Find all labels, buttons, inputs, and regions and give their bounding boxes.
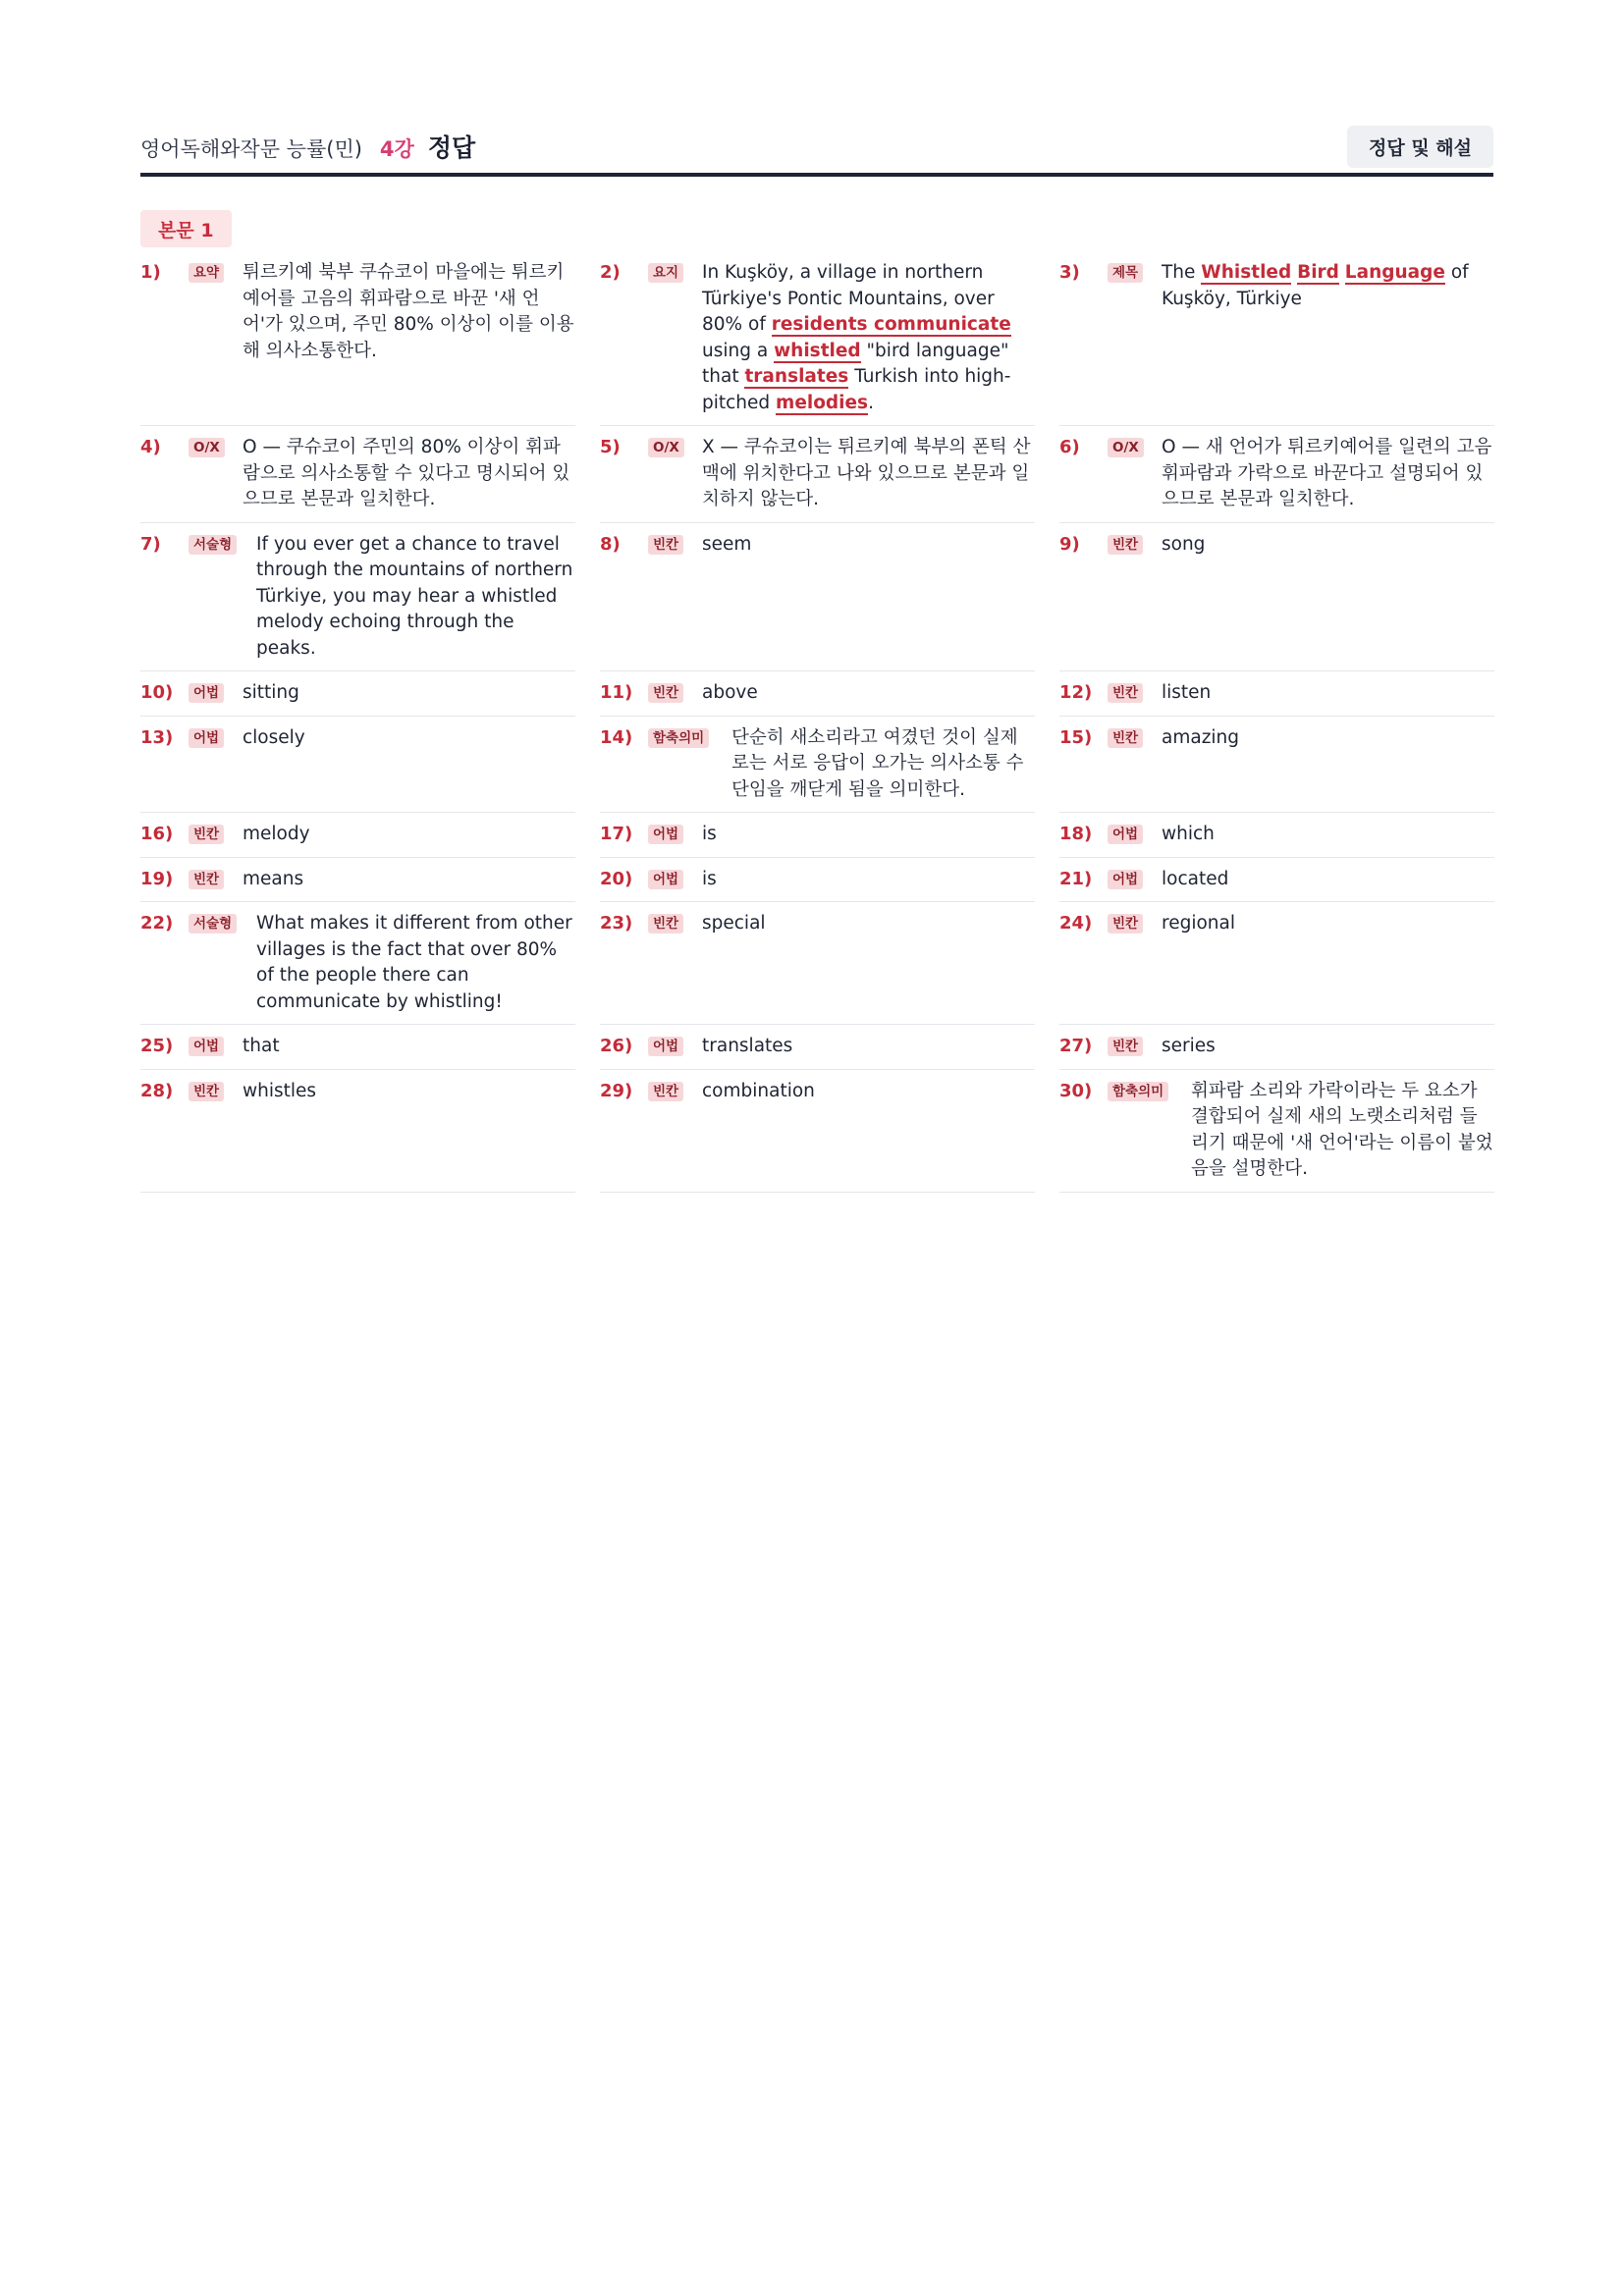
question-type-tag: 빈칸 [648, 914, 683, 934]
question-type-tag: 함축의미 [648, 728, 709, 748]
answer-number: 22) [140, 913, 174, 934]
question-type-tag: 빈칸 [189, 825, 224, 844]
answer-item [600, 671, 1035, 717]
answer-text-segment: If you ever get a chance to travel through the mountains of northern Türkiye, you may hear a whistled melody echoing through the peaks. [256, 533, 573, 659]
question-type-tag: 어법 [189, 728, 224, 748]
answer-number: 12) [1059, 682, 1093, 703]
answer-number: 7) [140, 533, 161, 555]
answer-text-segment: song [1162, 533, 1206, 555]
question-type-tag: 서술형 [189, 914, 237, 934]
answer-text-segment: 단순히 새소리라고 여겼던 것이 실제로는 서로 응답이 오가는 의사소통 수단임을 깨닫게 됨을 의미한다. [731, 726, 1024, 800]
question-type-tag: 빈칸 [1108, 535, 1143, 555]
key-word-underlined: whistled [774, 340, 861, 361]
answer-item [1059, 671, 1494, 717]
answer-number: 3) [1059, 262, 1080, 283]
answer-item [140, 1070, 575, 1193]
question-type-tag: 빈칸 [1108, 683, 1143, 703]
question-type-tag: 어법 [1108, 870, 1143, 889]
answer-number: 15) [1059, 726, 1093, 748]
question-type-tag: O/X [648, 438, 684, 457]
question-type-tag: 요지 [648, 263, 683, 283]
answer-item [600, 523, 1035, 672]
answer-number: 14) [600, 726, 633, 748]
answer-item [140, 813, 575, 858]
answer-text-segment: amazing [1162, 726, 1240, 748]
question-type-tag: 빈칸 [1108, 914, 1143, 934]
answer-item [1059, 717, 1494, 814]
answer-item [140, 902, 575, 1025]
question-type-tag: 어법 [648, 1037, 683, 1056]
question-type-tag: 빈칸 [189, 870, 224, 889]
question-type-tag: 어법 [648, 870, 683, 889]
answer-text-segment: "bird language" that [702, 340, 1009, 387]
answer-text-segment: melody [243, 824, 310, 844]
question-type-tag: 빈칸 [1108, 1037, 1143, 1056]
answer-number: 19) [140, 868, 174, 889]
answer-text-segment: The [1162, 262, 1202, 283]
answer-text-segment: whistles [243, 1080, 317, 1101]
answer-number: 1) [140, 262, 161, 283]
question-type-tag: 어법 [189, 1037, 224, 1056]
answer-text-segment: is [702, 868, 717, 889]
question-type-tag: 제목 [1108, 263, 1143, 283]
answer-text [600, 260, 1035, 416]
section-label: 본문 1 [140, 210, 232, 247]
answer-text-segment: that [243, 1036, 280, 1056]
answer-number: 9) [1059, 533, 1080, 555]
key-word-underlined: translates [744, 366, 849, 387]
answer-text-segment: 튀르키예 북부 쿠슈코이 마을에는 튀르키예어를 고음의 휘파람으로 바꾼 '새 언어'가 있으며, 주민 80% 이상이 이를 이용해 의사소통한다. [243, 262, 574, 361]
answer-number: 29) [600, 1080, 633, 1101]
answer-number: 23) [600, 913, 633, 934]
answer-item [140, 671, 575, 717]
key-word-underlined: residents communicate [771, 314, 1011, 335]
answer-number: 2) [600, 262, 621, 283]
answer-item [1059, 813, 1494, 858]
answer-number: 13) [140, 726, 174, 748]
lesson-number: 4강 [379, 137, 414, 161]
answer-item [600, 717, 1035, 814]
answer-item [1059, 902, 1494, 1025]
answer-number: 11) [600, 682, 633, 703]
answer-item [600, 251, 1035, 426]
answer-item [140, 426, 575, 523]
answer-item [600, 426, 1035, 523]
question-type-tag: 빈칸 [648, 1082, 683, 1101]
answer-text-segment: . [868, 392, 874, 413]
page-header [140, 116, 1493, 177]
answer-text-segment: which [1162, 824, 1215, 844]
answer-number: 8) [600, 533, 621, 555]
answer-item [140, 717, 575, 814]
answer-grid [140, 251, 1493, 1193]
answer-number: 4) [140, 437, 161, 457]
answer-text-segment: of Kuşköy, Türkiye [1162, 262, 1469, 309]
answer-text-segment: seem [702, 533, 752, 555]
answer-text-segment: regional [1162, 913, 1235, 934]
question-type-tag: O/X [189, 438, 225, 457]
answer-number: 5) [600, 437, 621, 457]
question-type-tag: 빈칸 [189, 1082, 224, 1101]
answer-item [600, 1025, 1035, 1070]
answer-item [1059, 523, 1494, 672]
key-word-underlined: Language [1344, 262, 1445, 283]
answer-text-segment: above [702, 682, 758, 703]
answer-number: 24) [1059, 913, 1093, 934]
answer-text-segment: Turkish into high-pitched [702, 366, 1011, 413]
answer-item [600, 902, 1035, 1025]
answer-number: 20) [600, 868, 633, 889]
answer-number: 16) [140, 824, 174, 844]
answer-item [1059, 1070, 1494, 1193]
answer-item [1059, 858, 1494, 903]
answer-number: 28) [140, 1080, 174, 1101]
answer-item [140, 858, 575, 903]
answer-text-segment: sitting [243, 682, 299, 703]
key-word-underlined: melodies [776, 392, 869, 413]
answer-number: 18) [1059, 824, 1093, 844]
document-type: 정답 [427, 133, 476, 162]
question-type-tag: 요약 [189, 263, 224, 283]
answer-item [600, 1070, 1035, 1193]
answer-number: 27) [1059, 1036, 1093, 1056]
question-type-tag: 빈칸 [648, 535, 683, 555]
answer-text-segment: listen [1162, 682, 1212, 703]
question-type-tag: 서술형 [189, 535, 237, 555]
answer-text-segment: closely [243, 726, 305, 748]
answer-number: 17) [600, 824, 633, 844]
answer-number: 25) [140, 1036, 174, 1056]
question-type-tag: 빈칸 [648, 683, 683, 703]
answer-text-segment: series [1162, 1036, 1216, 1056]
answer-item [1059, 1025, 1494, 1070]
answer-text-segment: combination [702, 1080, 815, 1101]
answer-text-segment: is [702, 824, 717, 844]
header-divider [140, 173, 1493, 177]
question-type-tag: 어법 [189, 683, 224, 703]
key-word-underlined: Whistled [1201, 262, 1292, 283]
answer-text-segment: located [1162, 868, 1229, 889]
answer-text-segment: 휘파람 소리와 가락이라는 두 요소가 결합되어 실제 새의 노랫소리처럼 들리기 때문에 '새 언어'라는 이름이 붙었음을 설명한다. [1191, 1080, 1493, 1179]
answer-number: 30) [1059, 1080, 1093, 1101]
header-title-group [140, 129, 475, 164]
question-type-tag: O/X [1108, 438, 1144, 457]
question-type-tag: 빈칸 [1108, 728, 1143, 748]
answer-item [140, 251, 575, 426]
answer-item [600, 813, 1035, 858]
answer-number: 21) [1059, 868, 1093, 889]
answer-item [140, 1025, 575, 1070]
answer-text-segment: translates [702, 1036, 793, 1056]
answer-number: 10) [140, 682, 174, 703]
answer-text-segment: means [243, 868, 304, 889]
key-word-underlined: Bird [1297, 262, 1339, 283]
answer-item [140, 523, 575, 672]
answer-text-segment [1339, 262, 1345, 283]
answer-text-segment: What makes it different from other villages is the fact that over 80% of the people there can communicate by whistling! [256, 913, 572, 1012]
answer-item [1059, 251, 1494, 426]
answer-text-segment: special [702, 913, 766, 934]
question-type-tag: 어법 [648, 825, 683, 844]
answer-item [600, 858, 1035, 903]
answer-text-segment: X — 쿠슈코이는 튀르키예 북부의 폰틱 산맥에 위치한다고 나와 있으므로 본문과 일치하지 않는다. [702, 437, 1031, 509]
answer-number: 26) [600, 1036, 633, 1056]
answer-text-segment: O — 쿠슈코이 주민의 80% 이상이 휘파람으로 의사소통할 수 있다고 명시되어 있으므로 본문과 일치한다. [243, 437, 570, 509]
question-type-tag: 어법 [1108, 825, 1143, 844]
answer-text-segment: In Kuşköy, a village in northern Türkiye's Pontic Mountains, over 80% of [702, 262, 995, 335]
book-title: 영어독해와작문 능률(민) [140, 137, 362, 161]
answer-number: 6) [1059, 437, 1080, 457]
answer-text-segment: O — 새 언어가 튀르키예어를 일련의 고음 휘파람과 가락으로 바꾼다고 설명되어 있으므로 본문과 일치한다. [1162, 437, 1492, 509]
answer-item [1059, 426, 1494, 523]
answer-text-segment: using a [702, 340, 775, 361]
answer-explanation-badge: 정답 및 해설 [1347, 126, 1493, 168]
question-type-tag: 함축의미 [1108, 1082, 1168, 1101]
